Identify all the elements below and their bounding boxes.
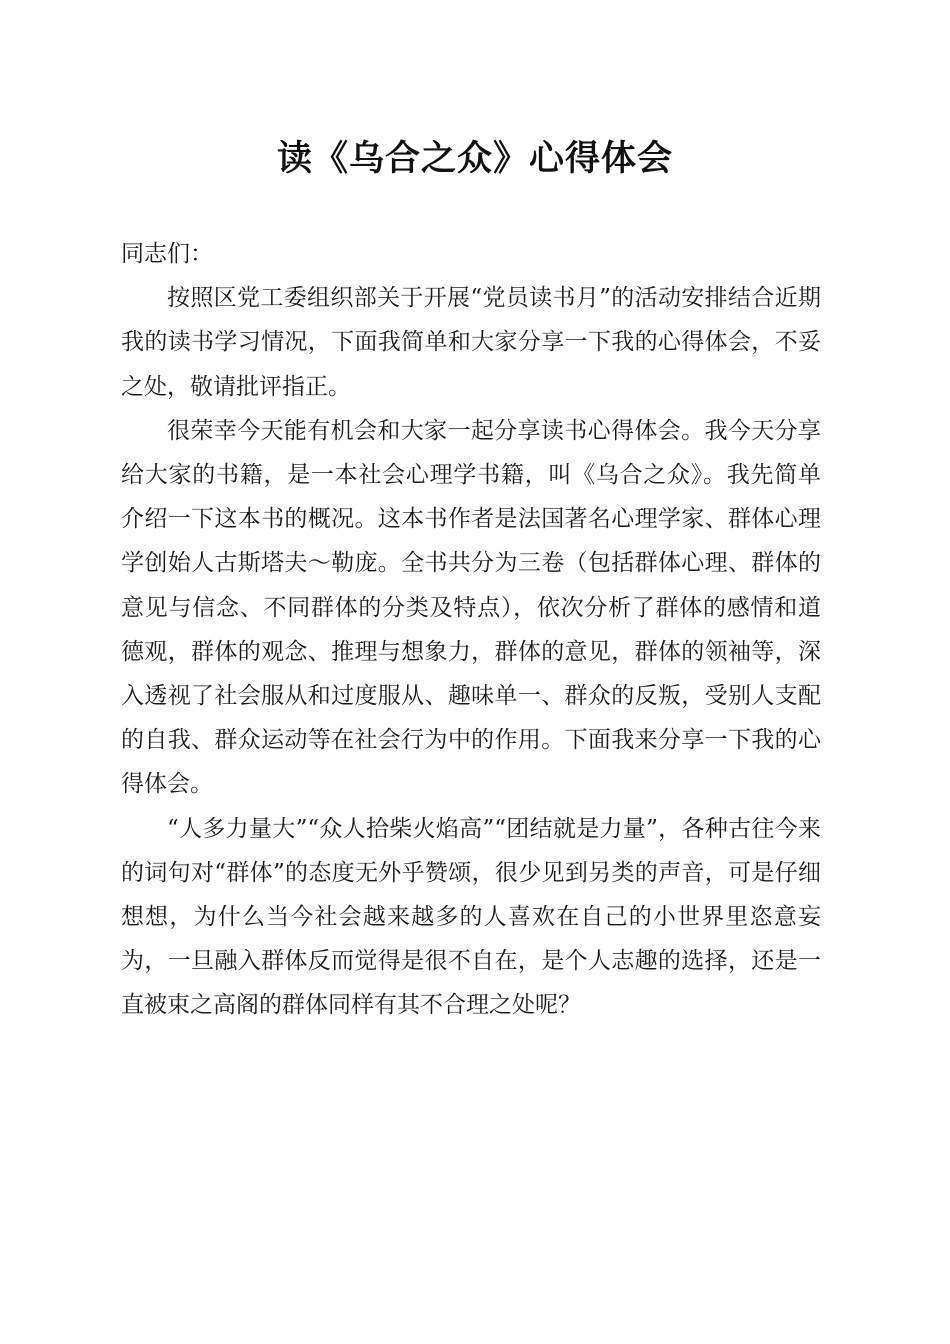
document-title: 读《乌合之众》心得体会 xyxy=(276,138,673,179)
salutation: 同志们： xyxy=(121,241,213,267)
document-body xyxy=(121,232,821,1028)
paragraph-2: 很荣幸今天能有机会和大家一起分享读书心得体会。我今天分享给大家的书籍，是一本社会心理学书籍，叫《乌合之众》。我先简单介绍一下这本书的概况。这本书作者是法国著名心理学家、群体心理学创始人古斯塔夫～勒庞。全书共分为三卷（包括群体心理、群体的意见与信念、不同群体的分类及特点），依次分析了群体的感情和道德观，群体的观念、推理与想象力，群体的意见，群体的领袖等，深入透视了社会服从和过度服从、趣味单一、群众的反叛，受别人支配的自我、群众运动等在社会行为中的作用。下面我来分享一下我的心得体会。 xyxy=(121,417,821,798)
paragraph-1: 按照区党工委组织部关于开展“党员读书月”的活动安排结合近期我的读书学习情况，下面我简单和大家分享一下我的心得体会，不妥之处，敬请批评指正。 xyxy=(121,285,821,400)
paragraph-3: “人多力量大”“众人拾柴火焰高”“团结就是力量”，各种古往今来的词句对“群体”的态度无外乎赞颂，很少见到另类的声音，可是仔细想想，为什么当今社会越来越多的人喜欢在自己的小世界里恣意妄为，一旦融入群体反而觉得是很不自在，是个人志趣的选择，还是一直被束之高阁的群体同样有其不合理之处呢？ xyxy=(121,815,821,1019)
